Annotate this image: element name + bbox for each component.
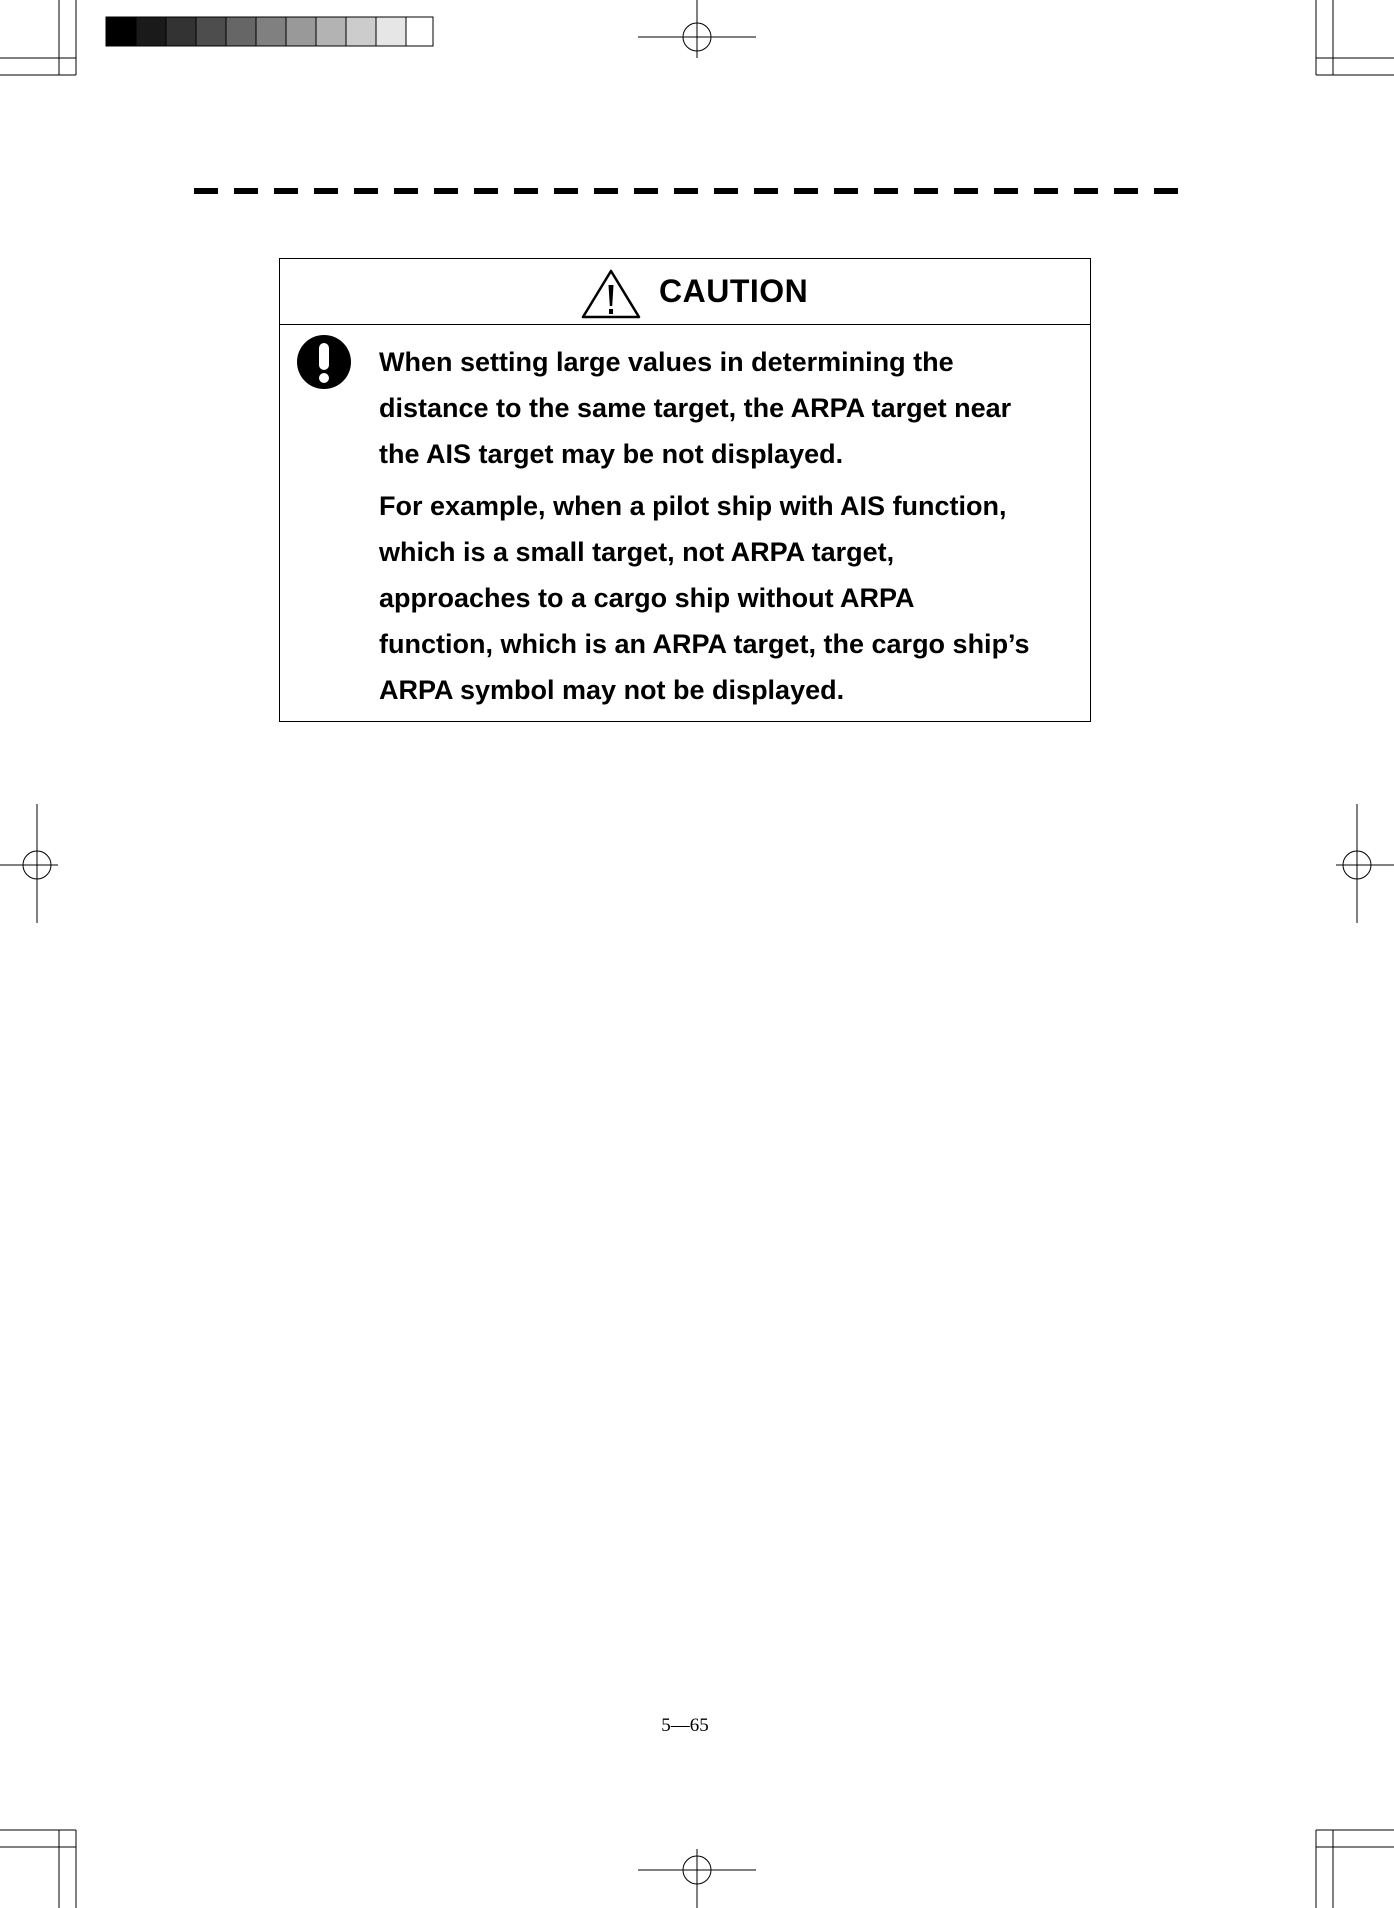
caution-title: CAUTION	[659, 273, 809, 309]
page-number: 5―65	[661, 1715, 709, 1736]
warning-triangle-icon	[580, 268, 642, 325]
caution-paragraph-1: When setting large values in determining the distance to the same target, the ARPA target near the AIS target may be not displayed.	[379, 347, 1012, 469]
grayscale-calibration-strip	[106, 17, 433, 46]
mandatory-action-icon	[296, 334, 352, 395]
caution-box	[279, 258, 1091, 722]
caution-header	[280, 259, 1090, 325]
caution-paragraph-2: For example, when a pilot ship with AIS function, which is a small target, not ARPA target, approaches to a cargo ship without ARPA function, which is an ARPA target, the cargo ship’s ARPA symbol may not be displayed.	[379, 491, 1030, 705]
